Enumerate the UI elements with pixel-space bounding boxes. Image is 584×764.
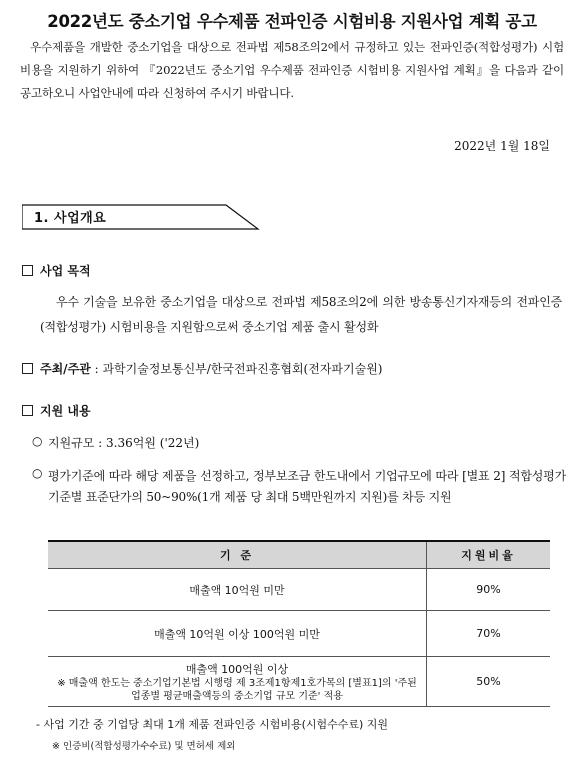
criterion-text: 매출액 10억원 미만 [189,583,285,597]
host-text: 과학기술정보통신부/한국전파진흥협회(전자파기술원) [102,362,383,376]
circle-bullet-icon: ○ [32,434,43,448]
host-heading-label: 주최/주관 [40,362,91,376]
support-heading [22,402,91,419]
square-bullet-icon [22,363,33,374]
announcement-date: 2022년 1월 18일 [454,139,550,153]
table-cell-criterion [48,569,427,611]
criterion-note: ※ 매출액 한도는 중소기업기본법 시행령 제 3조제1항제1호가목의 [별표1]의 '주된 업종별 평균매출액등의 중소기업 규모 기준' 적용 [57,677,417,702]
table-row [48,569,550,611]
support-heading-label: 지원 내용 [40,404,91,418]
table-row [48,657,550,707]
table-cell-rate: 50% [427,657,551,707]
purpose-heading-label: 사업 목적 [40,264,91,278]
criterion-text: 매출액 100억원 이상 [185,662,289,676]
host-colon: : [90,361,103,376]
purpose-text: 우수 기술을 보유한 중소기업을 대상으로 전파법 제58조의2에 의한 방송통신기자재등의 전파인증(적합성평가) 시험비용을 지원함으로써 중소기업 제품 출시 활성화 [40,295,562,334]
circle-bullet-icon: ○ [32,466,43,480]
footnote-limit: - 사업 기간 중 기업당 최대 1개 제품 전파인증 시험비용(시험수수료) 지원 [36,718,389,731]
support-scale-text: 지원규모 : 3.36억원 ('22년) [48,436,200,450]
table-cell-criterion [48,611,427,657]
footnote-exclude: ※ 인증비(적합성평가수수료) 및 면허세 제외 [52,741,236,752]
square-bullet-icon [22,405,33,416]
support-ratio-table [48,540,550,707]
support-criteria-item [32,466,566,508]
purpose-heading [22,262,91,279]
table-header-criterion: 기 준 [48,541,427,569]
table-cell-rate: 70% [427,611,551,657]
table-header-row [48,541,550,569]
page-title: 2022년도 중소기업 우수제품 전파인증 시험비용 지원사업 계획 공고 [47,12,537,31]
section-header-overview [22,203,262,230]
support-scale-item [32,434,199,451]
host-heading [22,360,382,377]
criterion-text: 매출액 10억원 이상 100억원 미만 [154,627,320,641]
support-criteria-text: 평가기준에 따라 해당 제품을 선정하고, 정부보조금 한도내에서 기업규모에 따라 [별표 2] 적합성평가 기준별 표준단가의 50~90%(1개 제품 당 최대 5백만원까지 지원)를 차등 지원 [48,469,566,504]
table-cell-criterion [48,657,427,707]
intro-paragraph: 우수제품을 개발한 중소기업을 대상으로 전파법 제58조의2에서 규정하고 있는 전파인증(적합성평가) 시험비용을 지원하기 위하여 『2022년도 중소기업 우수제품 전파인증 시험비용 지원사업 계획』을 다음과 같이 공고하오니 사업안내에 따라 신청하여 주시기 바랍니다. [20,40,564,100]
square-bullet-icon [22,265,33,276]
table-header-rate: 지원비율 [427,541,551,569]
table-cell-rate: 90% [427,569,551,611]
section-title: 1. 사업개요 [34,211,107,226]
table-row [48,611,550,657]
